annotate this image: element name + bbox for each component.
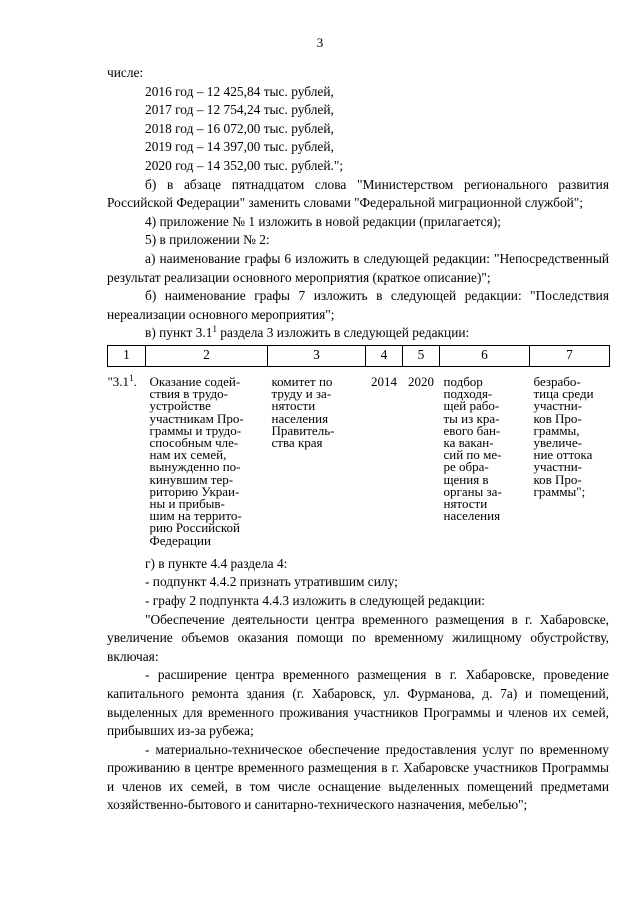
quote-paragraph-1: "Обеспечение деятельности центра временного размещения в г. Хабаровске, увеличение объемов оказания помощи по временному жилищному обустройству, включая: [107,611,609,664]
document-body [107,64,609,815]
table-header-cell: 1 [108,345,146,366]
table-header-cell: 3 [268,345,366,366]
paragraph-b: б) в абзаце пятнадцатом слова "Министерством регионального развития Российской Федерации" заменить словами "Федеральной миграционной службой"; [107,176,609,211]
item-5: 5) в приложении № 2: [145,232,270,248]
table-header-row [108,345,610,366]
item-5v-sup: 1 [212,324,217,335]
year-line-2019: 2019 год – 14 397,00 тыс. рублей, [145,139,334,155]
page-number: 3 [316,35,324,50]
row-number-text: "3.1 [107,373,130,389]
row-number [108,366,146,546]
item-5v-text: в) пункт 3.1 [145,325,213,341]
start-year: 2014 [371,373,397,389]
table-header-cell: 6 [440,345,530,366]
item-4: 4) приложение № 1 изложить в новой редакции (прилагается); [145,213,501,229]
table-header-cell: 4 [366,345,403,366]
year-line-2017: 2017 год – 12 754,24 тыс. рублей, [145,102,334,118]
table-header-cell: 5 [403,345,440,366]
direct-result: подбор подходя- щей рабо- ты из кра- евого бан- ка вакан- сий по ме- ре обра- щения в органы за- нятости населения [443,373,502,524]
item-5v-rest: раздела 3 изложить в следующей редакции: [216,325,470,341]
item-5v [107,324,609,343]
activity-description: Оказание содей- ствия в трудо- устройстве участникам Про- граммы и трудо- способным чле- нам их семей, вынужденно по- кинувшим тер- риторию Украи- ны и прибыв- шим на террито- рию Российской Федерации [149,373,244,548]
item-g: г) в пункте 4.4 раздела 4: [145,555,288,571]
table-row [108,366,610,546]
table-header-cell: 2 [146,345,268,366]
dash-item-2: - графу 2 подпункта 4.4.3 изложить в следующей редакции: [145,592,485,608]
intro-text: числе: [107,65,144,80]
non-implementation-consequences: безрабо- тица среди участни- ков Про- граммы, увеличе- ние оттока участни- ков Про- граммы"; [533,373,594,499]
quote-paragraph-2: - расширение центра временного размещения в г. Хабаровске, проведение капитального ремонта здания (г. Хабаровск, ул. Фурманова, д. 7а) и помещений, выделенных для временного проживания участников Программы и членов их семей, прибывших из-за рубежа; [107,667,609,739]
item-5b: б) наименование графы 7 изложить в следующей редакции: "Последствия нереализации основного мероприятия"; [107,288,609,322]
program-table [107,345,610,547]
year-line-2016: 2016 год – 12 425,84 тыс. рублей, [145,83,334,99]
year-line-2020: 2020 год – 14 352,00 тыс. рублей."; [145,157,344,173]
row-number-end: . [133,373,137,389]
responsible-executor: комитет по труду и за- нятости населения Правитель- ства края [271,373,335,450]
item-5a: а) наименование графы 6 изложить в следующей редакции: "Непосредственный результат реализации основного мероприятия (краткое описание)"; [107,250,609,285]
end-year: 2020 [408,373,434,389]
row-number-sup: 1 [129,372,134,383]
dash-item-1: - подпункт 4.4.2 признать утратившим силу; [145,574,398,590]
year-line-2018: 2018 год – 16 072,00 тыс. рублей, [145,120,334,136]
table-header-cell: 7 [530,345,610,366]
quote-paragraph-3: - материально-техническое обеспечение предоставления услуг по временному проживанию в центре временного размещения в г. Хабаровске участников Программы и членов их семей, в том числе оснащение выделенных помещений предметами хозяйственно-бытового и санитарно-технического назначения, мебелью"; [107,741,609,813]
